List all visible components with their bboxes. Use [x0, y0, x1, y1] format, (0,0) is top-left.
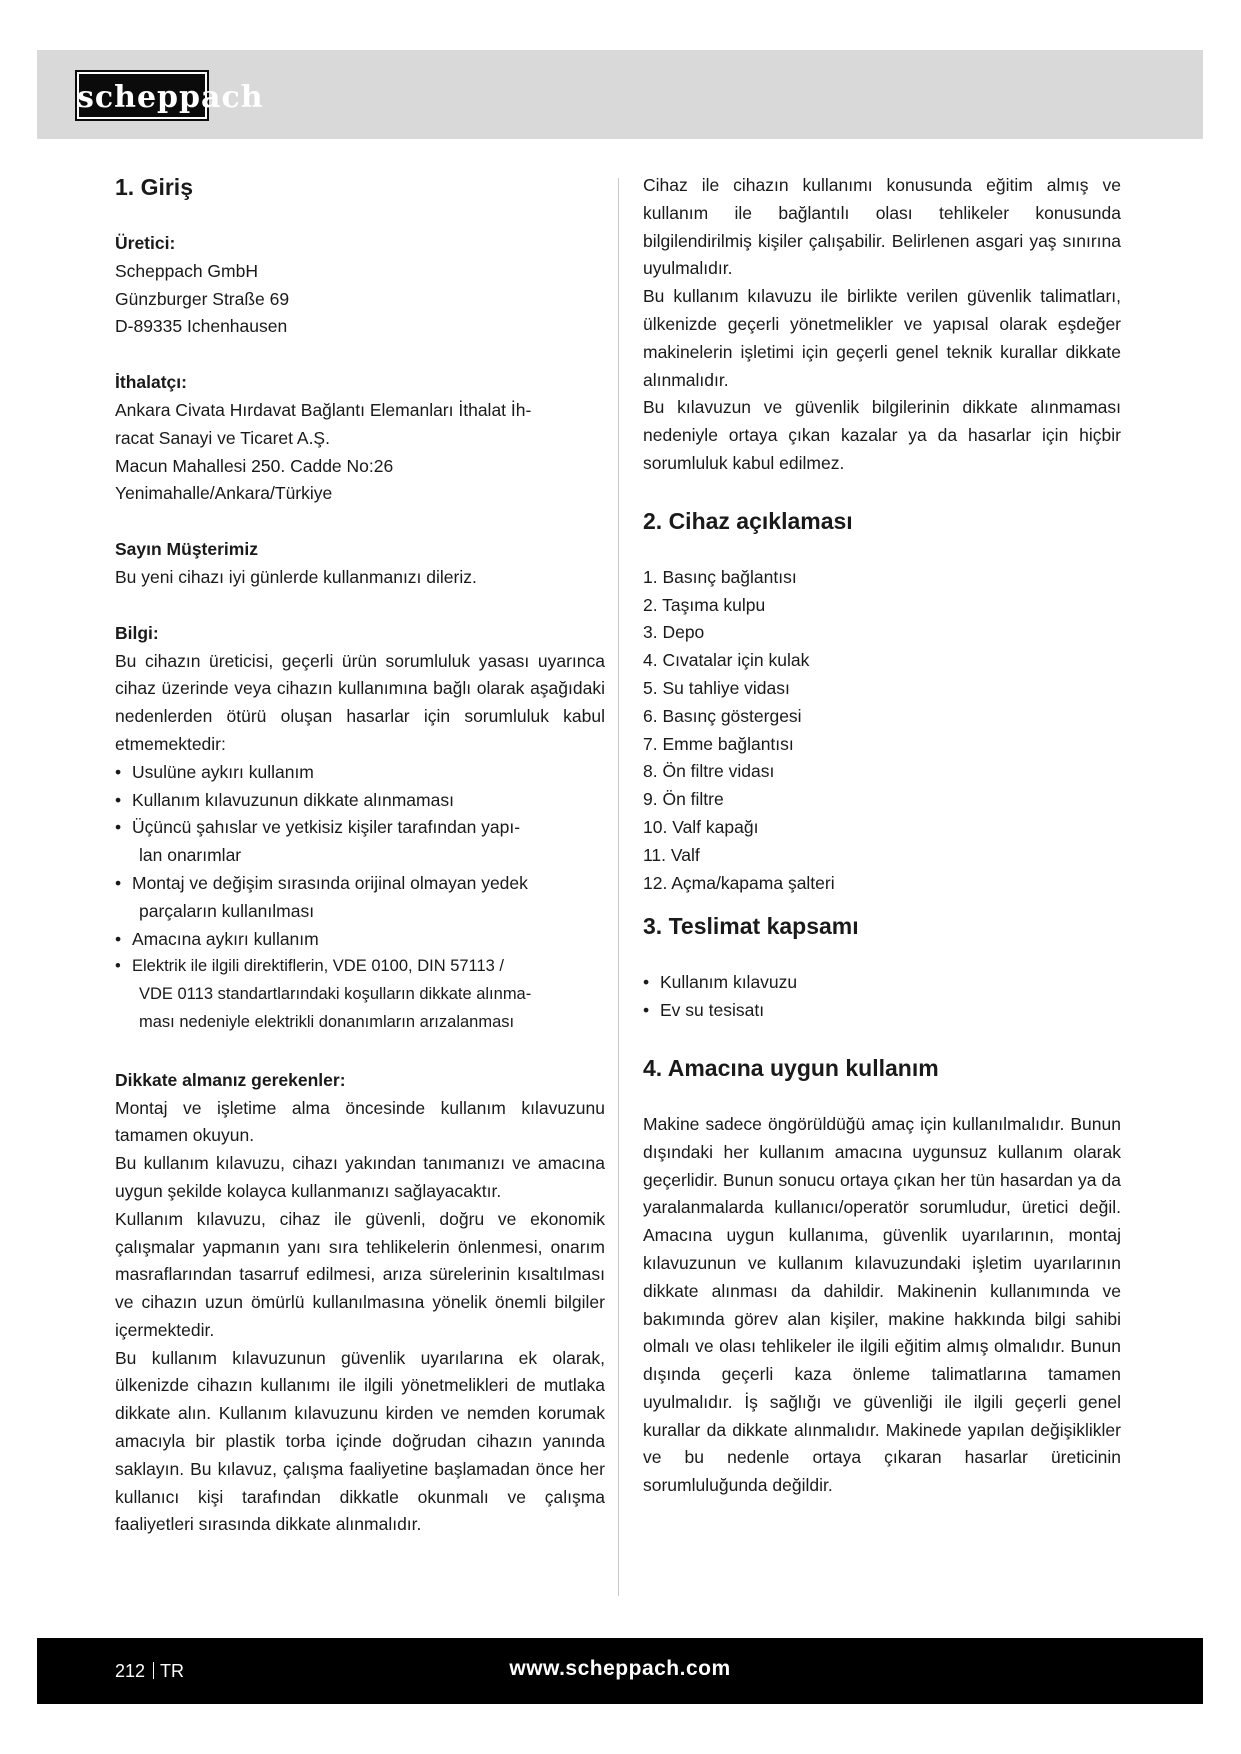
- footer-band: [37, 1638, 1203, 1704]
- delivery-list: [643, 969, 1121, 1025]
- section-heading-usage: 4. Amacına uygun kullanım: [643, 1054, 939, 1081]
- header-band: [37, 50, 1203, 139]
- importer-line: Ankara Civata Hırdavat Bağlantı Elemanları İthalat İh-: [115, 399, 532, 420]
- intro-paragraph: Cihaz ile cihazın kullanımı konusunda eğitim almış ve kullanım ile bağlantılı olası tehlikeler konusunda bilgilendirilmiş kişiler çalışabilir. Belirlenen asgari yaş sınırına uyulmalıdır.: [643, 175, 1121, 279]
- importer-line: Yenimahalle/Ankara/Türkiye: [115, 483, 333, 504]
- importer-line: racat Sanayi ve Ticaret A.Ş.: [115, 427, 330, 448]
- section-heading-intro: 1. Giriş: [115, 174, 193, 200]
- list-item: • Kullanım kılavuzunun dikkate alınmaması: [115, 787, 605, 815]
- scheppach-logo: scheppach: [75, 70, 209, 121]
- website-link[interactable]: www.scheppach.com: [509, 1657, 731, 1680]
- importer-line: Macun Mahallesi 250. Cadde No:26: [115, 455, 394, 476]
- notes-label: Dikkate almanız gerekenler:: [115, 1069, 346, 1090]
- list-item: • Usulüne aykırı kullanım: [115, 759, 605, 787]
- list-item: 7. Emme bağlantısı: [643, 733, 794, 754]
- right-column: [643, 172, 1121, 1500]
- column-divider: [618, 178, 619, 1596]
- notes-paragraph: Bu kullanım kılavuzunun güvenlik uyarılarına ek olarak, ülkenizde cihazın kullanımı ile ilgili yönetmelikleri de mutlaka dikkate alın. Kullanım kılavuzunu kirden ve nemden korumak amacıyla bir plastik torba içinde doğrudan cihazın yanında saklayın. Bu kılavuz, çalışma faaliyetine başlamadan önce her kullanıcı kişi tarafından dikkatle okunmalı ve çalışma faaliyetleri sırasında dikkate alınmalıdır.: [115, 1347, 605, 1535]
- intro-paragraph: Bu kılavuzun ve güvenlik bilgilerinin dikkate alınmaması nedeniyle ortaya çıkan kazalar ya da hasarlar için hiçbir sorumluluk kabul edilmez.: [643, 397, 1121, 473]
- intro-paragraph: Bu kullanım kılavuzu ile birlikte verilen güvenlik talimatları, ülkenizde geçerli yönetmelikler ve yapısal olarak eşdeğer makinelerin işletimi için geçerli genel teknik kurallar dikkate alınmalıdır.: [643, 286, 1121, 390]
- list-item: 1. Basınç bağlantısı: [643, 566, 797, 587]
- list-item: 9. Ön filtre: [643, 789, 724, 810]
- left-column: [115, 172, 605, 1539]
- list-item: 3. Depo: [643, 622, 705, 643]
- list-item: 4. Cıvatalar için kulak: [643, 650, 810, 671]
- list-item: 11. Valf: [643, 844, 700, 865]
- list-item: • Kullanım kılavuzu: [643, 969, 1121, 997]
- section-heading-delivery: 3. Teslimat kapsamı: [643, 913, 859, 940]
- list-item: 10. Valf kapağı: [643, 816, 759, 837]
- manufacturer-label: Üretici:: [115, 233, 176, 253]
- usage-text: Makine sadece öngörüldüğü amaç için kullanılmalıdır. Bunun dışındaki her kullanım amacına uygunsuz kullanım olarak geçerlidir. Bunun sonucu ortaya çıkan her tün hasardan ya da yaralanmalarda kullanıcı/operatör sorumludur, üretici değil. Amacına uygun kullanıma, güvenlik uyarılarının, montaj kılavuzunun ve kullanım kılavuzundaki işletim uyarılarının dikkate alınması da dahildir. Makinenin kullanımında ve bakımında görev alan kişiler, makine hakkında bilgi sahibi olmalı ve olası tehlikeler ile ilgili eğitim almış olmalıdır. Bunun dışında geçerli kaza önleme talimatlarına tamamen uyulmalıdır. İş sağlığı ve güvenliği ile ilgili geçerli genel kurallar da dikkate alınmalıdır. Makinede yapılan değişiklikler ve bu nedenle ortaya çıkaran hasarlar üreticinin sorumluluğunda değildir.: [643, 1113, 1121, 1496]
- language-code: TR: [160, 1661, 185, 1681]
- parts-list: [643, 564, 1121, 898]
- list-item: • Ev su tesisatı: [643, 997, 1121, 1025]
- list-item: 8. Ön filtre vidası: [643, 761, 775, 782]
- manufacturer-line: D-89335 Ichenhausen: [115, 316, 288, 337]
- importer-label: İthalatçı:: [115, 372, 187, 393]
- list-item: 6. Basınç göstergesi: [643, 705, 802, 726]
- list-item: 12. Açma/kapama şalteri: [643, 872, 835, 893]
- manufacturer-line: Günzburger Straße 69: [115, 288, 290, 309]
- customer-text: Bu yeni cihazı iyi günlerde kullanmanızı dileriz.: [115, 566, 477, 587]
- liability-list: [115, 759, 605, 1037]
- list-item: • Montaj ve değişim sırasında orijinal olmayan yedek parçaların kullanılması: [115, 870, 605, 926]
- list-item: 2. Taşıma kulpu: [643, 594, 766, 615]
- list-item: • Üçüncü şahıslar ve yetkisiz kişiler tarafından yapı- lan onarımlar: [115, 814, 605, 870]
- page-number: 212 TR: [115, 1661, 185, 1681]
- list-item: • Amacına aykırı kullanım: [115, 926, 605, 954]
- list-item: 5. Su tahliye vidası: [643, 677, 790, 698]
- info-label: Bilgi:: [115, 622, 159, 643]
- customer-label: Sayın Müşterimiz: [115, 539, 258, 560]
- notes-paragraph: Kullanım kılavuzu, cihaz ile güvenli, doğru ve ekonomik çalışmalar yapmanın yanı sıra tehlikelerin önlenmesi, onarım masraflarından tasarruf edilmesi, arıza sürelerinin kısaltılması ve cihazın uzun ömürlü kullanılmasına yönelik önemli bilgiler içermektedir.: [115, 1208, 605, 1340]
- manufacturer-line: Scheppach GmbH: [115, 260, 258, 281]
- notes-paragraph: Bu kullanım kılavuzu, cihazı yakından tanımanızı ve amacına uygun şekilde kolayca kullanmanızı sağlayacaktır.: [115, 1153, 605, 1201]
- info-text: Bu cihazın üreticisi, geçerli ürün sorumluluk yasası uyarınca cihaz üzerinde veya cihazın kullanımına bağlı olarak aşağıdaki nedenlerden ötürü oluşan hasarlar için sorumluluk kabul etmemektedir:: [115, 650, 605, 754]
- notes-paragraph: Montaj ve işletime alma öncesinde kullanım kılavuzunu tamamen okuyun.: [115, 1097, 605, 1146]
- list-item: • Elektrik ile ilgili direktiflerin, VDE 0100, DIN 57113 / VDE 0113 standartlarındaki koşulların dikkate alınma- ması nedeniyle elektrikli donanımların arızalanması: [115, 953, 605, 1036]
- section-heading-description: 2. Cihaz açıklaması: [643, 507, 853, 534]
